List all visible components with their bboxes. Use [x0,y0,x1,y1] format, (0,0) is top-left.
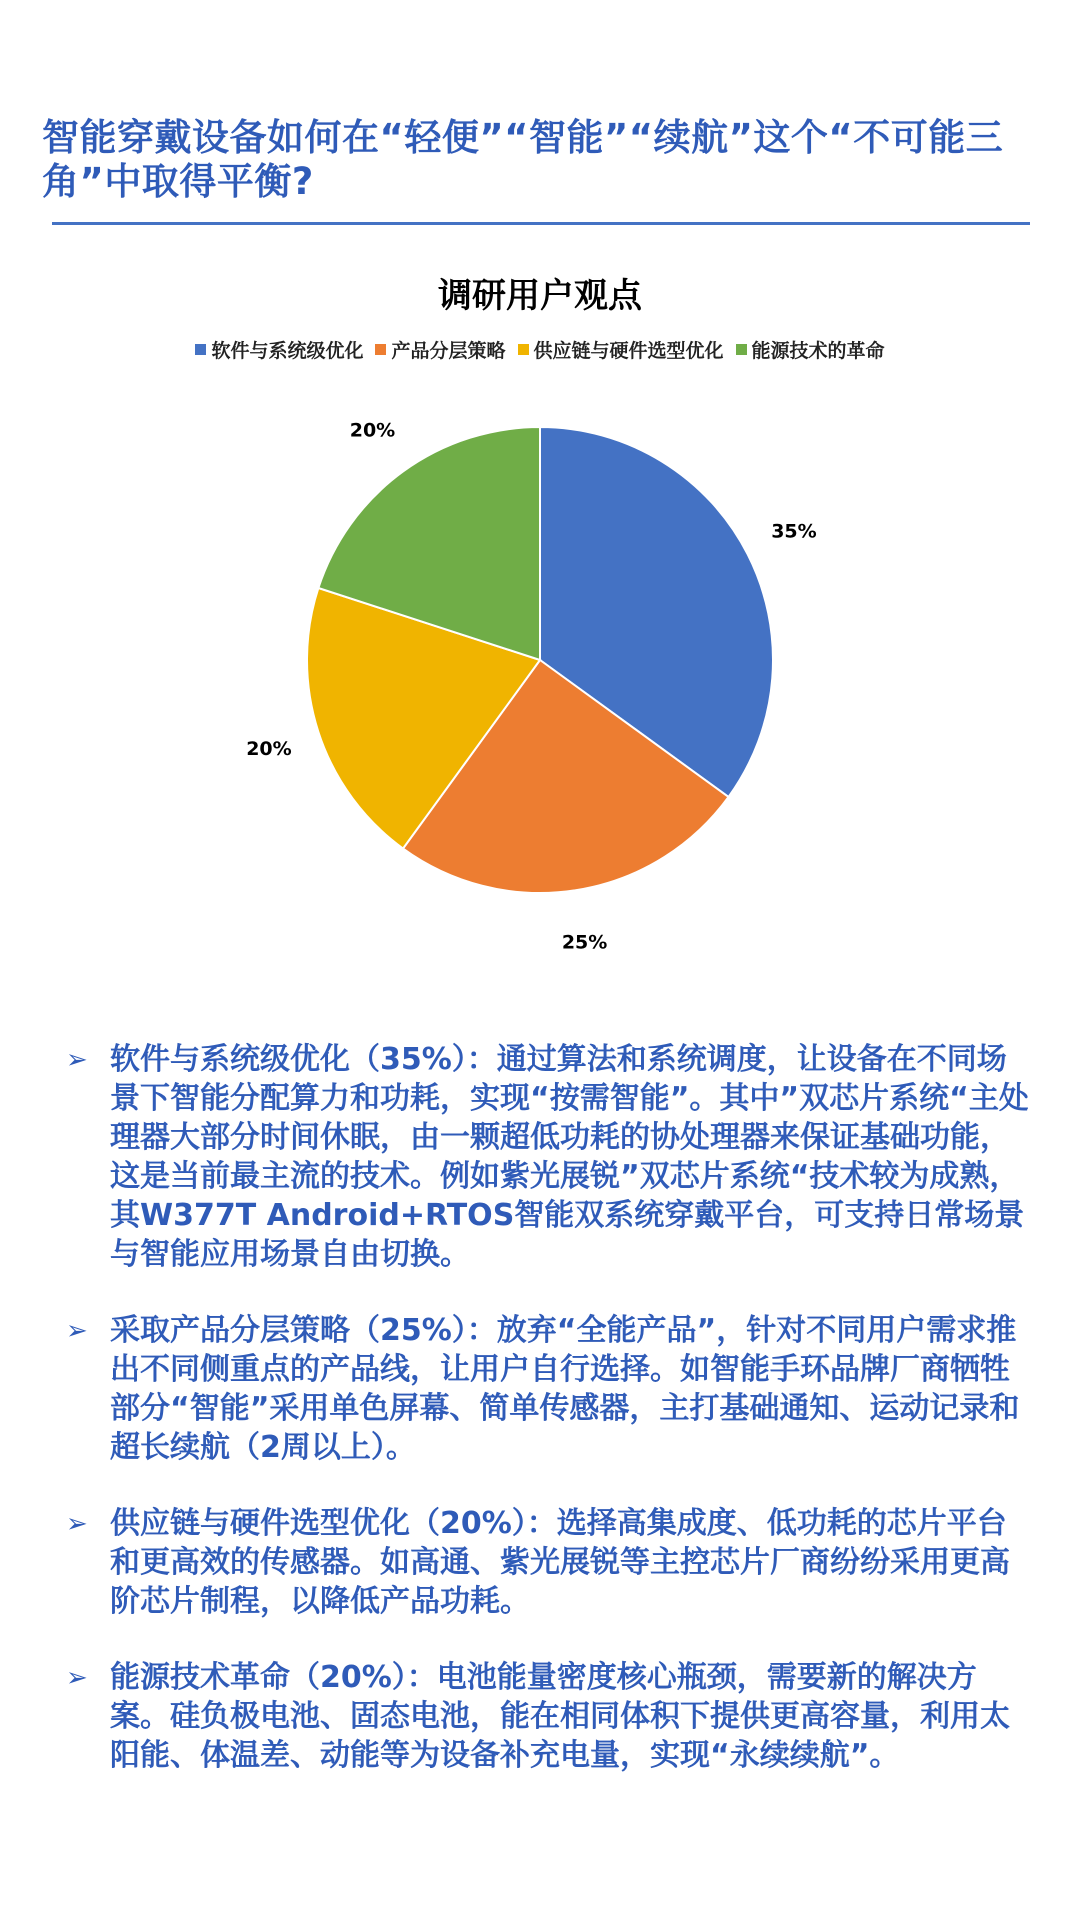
page-title: 智能穿戴设备如何在“轻便”“智能”“续航”这个“不可能三角”中取得平衡? [42,116,1004,203]
slice-data-label: 35% [771,520,817,543]
arrow-bullet-icon: ➢ [66,1045,88,1075]
slice-data-label: 20% [246,738,292,761]
bullet-item [66,1040,1036,1274]
bullet-item [66,1311,1036,1467]
chart-title: 调研用户观点 [438,276,642,316]
legend-label: 产品分层策略 [391,340,506,362]
arrow-bullet-icon: ➢ [66,1509,88,1539]
legend-label: 软件与系统级优化 [211,340,364,362]
bullet-text: 采取产品分层策略（25%）：放弃“全能产品”，针对不同用户需求推出不同侧重点的产品线，让用户自行选择。如智能手环品牌厂商牺牲部分“智能”采用单色屏幕、简单传感器，主打基础通知、运动记录和超长续航（2周以上）。 [110,1313,1020,1465]
bullet-item [66,1658,1036,1775]
arrow-bullet-icon: ➢ [66,1316,88,1346]
legend-label: 供应链与硬件选型优化 [533,340,724,362]
bullet-item [66,1504,1036,1621]
bullet-list [66,1040,1036,1812]
legend-label: 能源技术的革命 [751,340,885,362]
bullet-text: 软件与系统级优化（35%）：通过算法和系统调度，让设备在不同场景下智能分配算力和功耗，实现“按需智能”。其中”双芯片系统“主处理器大部分时间休眠，由一颗超低功耗的协处理器来保证基础功能，这是当前最主流的技术。例如紫光展锐”双芯片系统“技术较为成熟，其W377T Android+RTOS智能双系统穿戴平台，可支持日常场景与智能应用场景自由切换。 [110,1042,1029,1272]
bullet-text: 供应链与硬件选型优化（20%）：选择高集成度、低功耗的芯片平台和更高效的传感器。如高通、紫光展锐等主控芯片厂商纷纷采用更高阶芯片制程，以降低产品功耗。 [110,1506,1010,1619]
slice-data-label: 25% [561,931,608,954]
arrow-bullet-icon: ➢ [66,1663,88,1693]
slice-data-label: 20% [349,419,396,442]
bullet-text: 能源技术革命（20%）：电池能量密度核心瓶颈，需要新的解决方案。硅负极电池、固态电池，能在相同体积下提供更高容量，利用太阳能、体温差、动能等为设备补充电量，实现“永续续航”。 [110,1660,1010,1773]
